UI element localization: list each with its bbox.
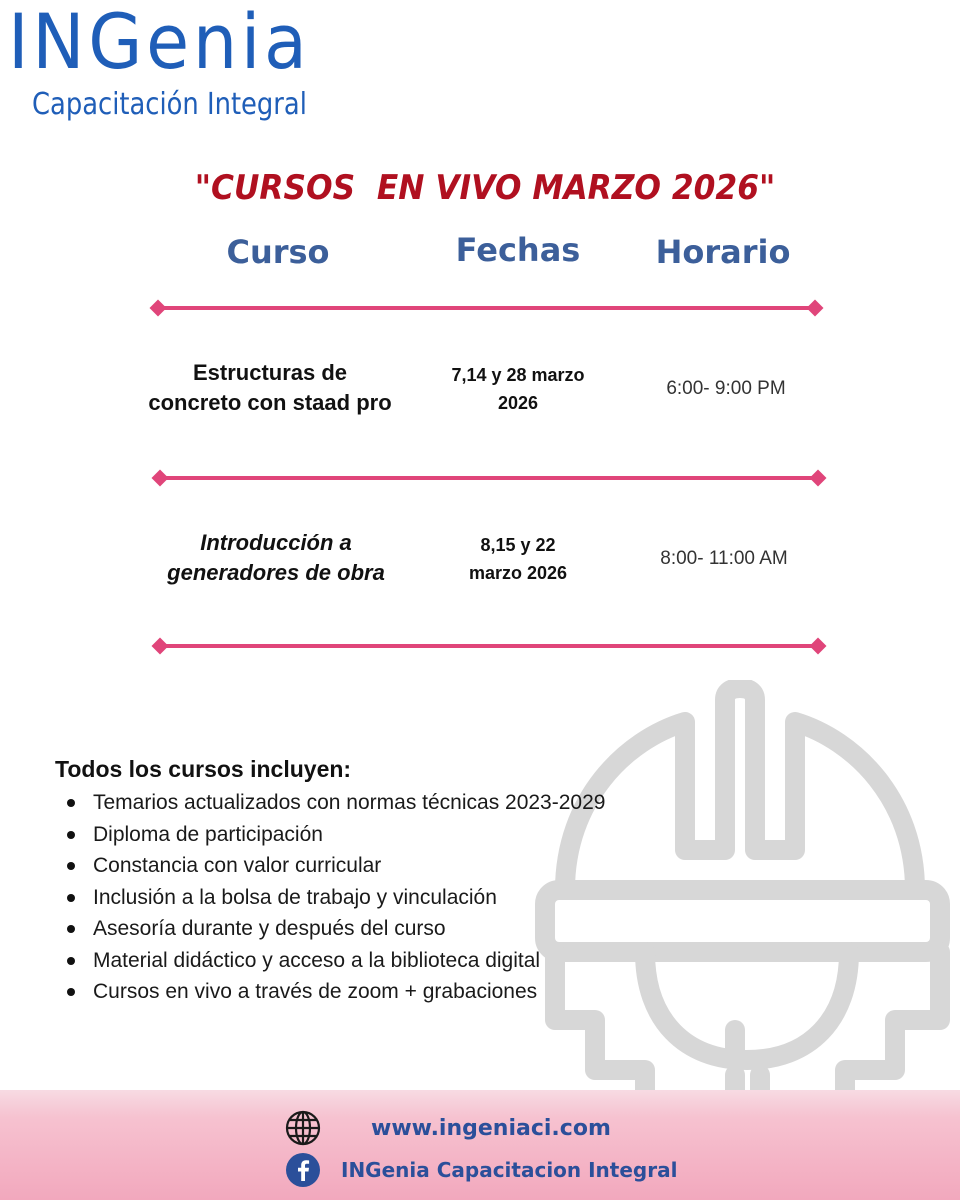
list-item-text: Cursos en vivo a través de zoom + grabaciones	[93, 980, 538, 1003]
facebook-row[interactable]	[285, 1152, 677, 1188]
facebook-link[interactable]: INGenia Capacitacion Integral	[341, 1158, 678, 1182]
footer	[0, 1090, 960, 1200]
list-item	[62, 885, 605, 917]
includes-list	[62, 790, 605, 1011]
bullet-icon	[67, 988, 75, 996]
list-item	[62, 853, 605, 885]
course-name-line: Estructuras de	[192, 360, 348, 385]
bullet-icon	[67, 894, 75, 902]
bullet-icon	[67, 925, 75, 933]
course-schedule: 8:00- 11:00 AM	[660, 548, 788, 569]
list-item	[62, 790, 605, 822]
facebook-icon	[285, 1152, 321, 1188]
list-item	[62, 979, 605, 1011]
column-header-course: Curso	[226, 233, 330, 271]
bullet-icon	[67, 831, 75, 839]
list-item-text: Temarios actualizados con normas técnicas 2023-2029	[93, 791, 606, 814]
list-item-text: Inclusión a la bolsa de trabajo y vinculación	[93, 885, 497, 909]
list-item	[62, 822, 605, 854]
page-title: "CURSOS EN VIVO MARZO 2026"	[194, 168, 776, 208]
list-item-text: Material didáctico y acceso a la biblioteca digital	[93, 948, 541, 972]
column-header-dates: Fechas	[455, 231, 581, 269]
course-name	[126, 528, 426, 587]
globe-icon	[283, 1108, 323, 1148]
includes-title: Todos los cursos incluyen:	[55, 756, 352, 782]
course-dates	[418, 532, 618, 588]
website-link[interactable]: www.ingeniaci.com	[371, 1115, 611, 1141]
list-item-text: Asesoría durante y después del curso	[93, 917, 446, 940]
course-schedule: 6:00- 9:00 PM	[666, 378, 786, 399]
list-item	[62, 948, 605, 980]
course-dates-line: 8,15 y 22	[480, 535, 556, 555]
course-dates-line: 2026	[497, 392, 539, 413]
logo-subtitle: Capacitación Integral	[32, 87, 307, 122]
list-item-text: Diploma de participación	[93, 822, 323, 846]
course-name-line: concreto con staad pro	[148, 389, 392, 415]
website-row[interactable]	[283, 1108, 611, 1148]
divider-line	[0, 468, 960, 488]
course-name	[120, 358, 420, 417]
list-item-text: Constancia con valor curricular	[93, 854, 382, 877]
divider-line	[0, 298, 960, 318]
column-header-schedule: Horario	[655, 233, 791, 271]
bullet-icon	[67, 957, 75, 965]
bullet-icon	[67, 799, 75, 807]
list-item	[62, 916, 605, 948]
logo-text: INGenia	[8, 0, 311, 86]
course-dates-line: marzo 2026	[468, 562, 568, 583]
course-name-line: Introducción a	[200, 530, 352, 555]
course-dates	[418, 362, 618, 418]
bullet-icon	[67, 862, 75, 870]
course-dates-line: 7,14 y 28 marzo	[451, 365, 585, 385]
divider-line	[0, 636, 960, 656]
course-name-line: generadores de obra	[167, 559, 385, 585]
